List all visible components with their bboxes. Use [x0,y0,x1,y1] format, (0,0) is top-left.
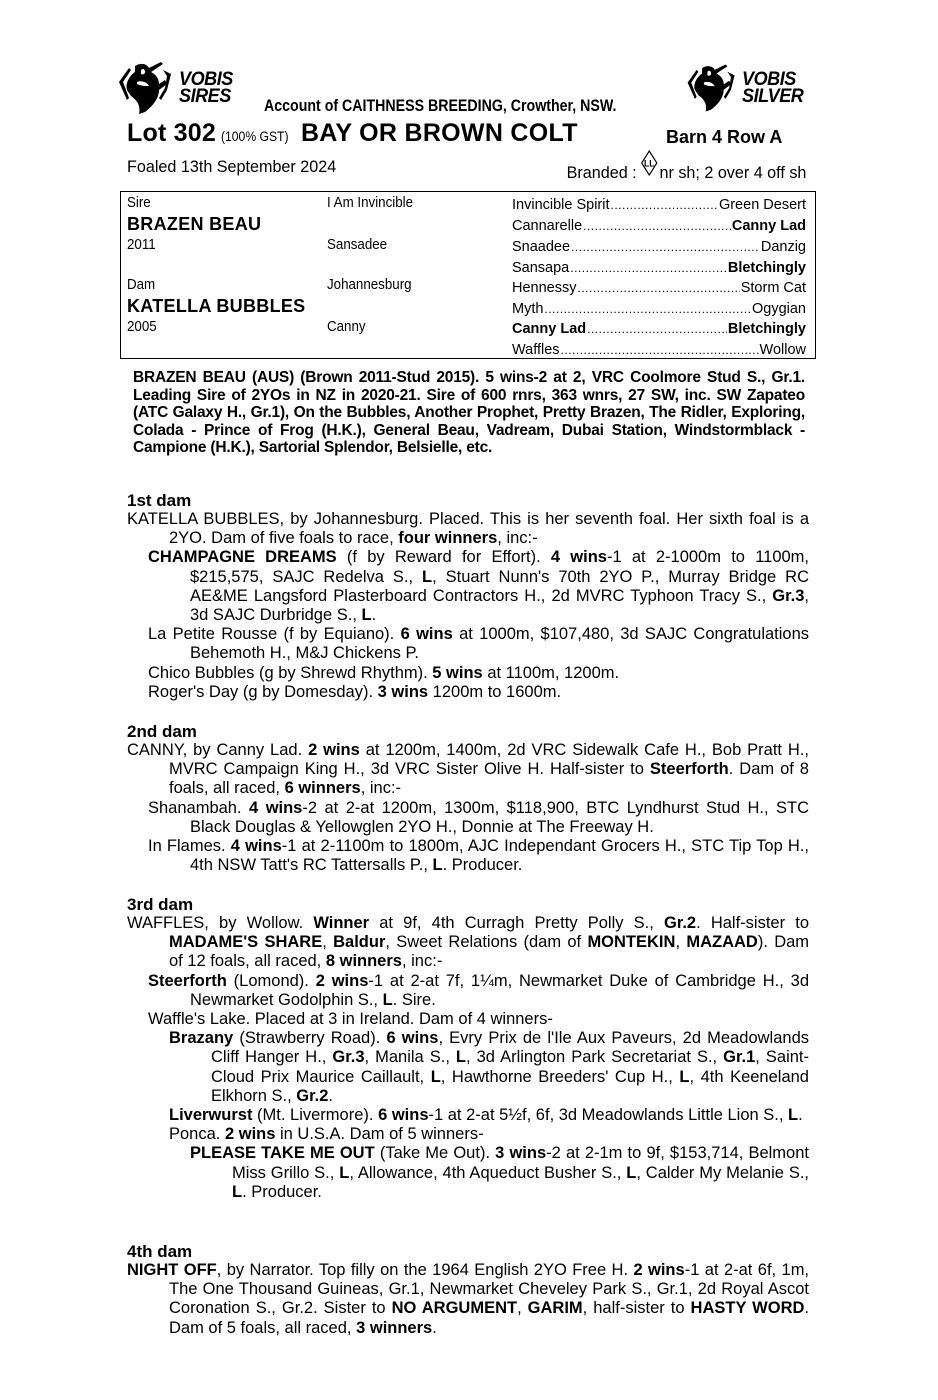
dam-year: 2005 [127,319,157,335]
produce-entry [127,548,809,625]
pedigree-table [120,191,816,359]
sire-dam: Sansadee [327,237,388,253]
produce-entry [127,741,809,799]
text: , 4th Keeneland Elkhorn S., [211,1067,809,1105]
text: -2 at 2-1m to 9f, $153,714, Belmont Miss Grillo S., [232,1144,809,1182]
sire-year: 2011 [127,237,156,253]
bold-text: MAZAAD [686,933,758,952]
bold-text: 4 wins [249,798,303,817]
produce-entry [127,683,809,702]
bold-text: 3 wins [377,682,429,701]
text: -1 at 2-at 6f, 1m, The One Thousand Guineas, Gr.1, Newmarket Cheveley Park S., Gr.1, 2d Royal Ascot Coronation S., Gr.2. Sister to [169,1261,810,1318]
ancestor-sire: Bletchingly [727,260,806,276]
bold-text: Gr.2 [296,1086,329,1105]
dot-leader [587,319,727,333]
bold-text: 3 winners [356,1318,433,1337]
produce-entry [127,664,809,683]
text: . Dam of 8 foals, all raced, [169,760,809,798]
pedigree-row [512,278,806,296]
produce-entry [127,625,809,663]
text: , by Narrator. Top filly on the 1964 English 2YO Free H. [216,1261,634,1279]
bold-text: NIGHT OFF [127,1261,217,1279]
sire-name: BRAZEN BEAU [127,214,262,234]
text: , Stuart Nunn's 70th 2YO P., Murray Bridge RC AE&ME Langsford Plasterboard Contractors H., 2d MVRC Typhoon Tracy S., [190,567,809,605]
text: 1200m to 1600m. [428,682,562,701]
dot-leader [570,258,727,272]
lot-line [127,119,578,148]
pedigree-row [512,195,806,213]
section-title: 3rd dam [127,895,194,914]
text: CANNY, by Canny Lad. [127,741,309,759]
text: , half-sister to [582,1299,691,1318]
bold-text: L [432,856,443,875]
vobis-sires-logo [115,60,236,116]
ancestor-sire: Danzig [760,239,806,255]
horse-description: BAY OR BROWN COLT [300,119,578,147]
branded-rest: nr sh; 2 over 4 off sh [659,163,806,182]
text: , Evry Prix de l'Ile Aux Paveurs, 2d Meadowlands Cliff Hanger H., [211,1029,809,1067]
pedigree-row [512,237,806,255]
bold-text: L [232,1182,243,1201]
section-title: 1st dam [127,491,192,510]
ancestor-name: Sansapa [512,260,570,276]
bold-text: PLEASE TAKE ME OUT [190,1144,375,1163]
logo-text [742,71,803,105]
bold-text: MADAME'S SHARE [169,933,323,952]
dam-section [127,491,809,702]
dot-leader [611,195,718,209]
bold-text: L [422,567,433,586]
text: Shanambah. [148,798,250,817]
ancestor-sire: Bletchingly [727,321,806,337]
text: at 1100m, 1200m. [482,663,620,682]
text: KATELLA BUBBLES, by Johannesburg. Placed. This is her seventh foal. Her sixth foal is a 2YO. Dam of five foals to race, [127,510,809,548]
ancestor-name: Waffles [512,342,560,358]
bold-text: HASTY WORD [690,1299,805,1318]
text: in U.S.A. Dam of 5 winners- [275,1125,484,1144]
gst-note: (100% GST) [220,129,289,144]
text: . [432,1318,437,1337]
bold-text: Baldur [333,933,386,952]
bold-text: L [788,1106,799,1125]
text: (Take Me Out). [374,1144,496,1163]
ancestor-sire: Canny Lad [731,218,806,234]
dot-leader [544,299,751,313]
produce-entry [127,1010,809,1029]
text: -1 at 2-at 5½f, 6f, 3d Meadowlands Little Lion S., [428,1106,789,1125]
bold-text: 2 wins [315,971,369,990]
sire-sire: I Am Invincible [327,195,414,211]
bold-text: Gr.1 [723,1048,756,1067]
bold-text: 4 wins [230,837,282,856]
text: -1 at 2-1000m to 1100m, $215,575, SAJC Redelva S., [190,548,810,586]
dot-leader [571,237,760,251]
bold-text: 4 wins [550,548,607,567]
text: , [675,933,687,952]
text: (Lomond). [226,971,316,990]
jockey-horse-icon [684,62,740,114]
pedigree-row [512,258,806,276]
bold-text: L [339,1163,350,1182]
ancestor-sire: Storm Cat [740,280,806,296]
logo-text [179,71,233,105]
text: , Hawthorne Breeders' Cup H., [440,1067,680,1086]
brand-mark-icon [640,150,657,181]
barn-location: Barn 4 Row A [666,127,783,147]
bold-text: L [382,990,393,1009]
ancestor-name: Hennessy [512,280,577,296]
bold-text: four winners [398,529,498,548]
svg-text:LL: LL [643,158,654,169]
logo-line1: VOBIS [179,69,233,90]
text: Chico Bubbles (g by Shrewd Rhythm). [148,663,433,682]
text: . [328,1086,333,1105]
produce-entry [127,914,809,972]
ancestor-name: Cannarelle [512,218,583,234]
text: -1 at 2-at 7f, 1¼m, Newmarket Duke of Cambridge H., 3d Newmarket Godolphin S., [190,971,810,1009]
produce-entry [127,837,809,875]
bold-text: 8 winners [325,952,402,971]
section-title: 4th dam [127,1242,193,1261]
pedigree-row [512,340,806,358]
ancestor-name: Myth [512,301,544,317]
bold-text: MONTEKIN [587,933,676,952]
text: , Sweet Relations (dam of [385,933,588,952]
text: at 1000m, $107,480, 3d SAJC Congratulations Behemoth H., M&J Chickens P. [190,625,810,663]
bold-text: NO ARGUMENT [391,1299,518,1318]
text: ). Dam of 12 foals, all raced, [169,933,810,971]
bold-text: 2 wins [633,1261,685,1279]
bold-text: L [361,606,372,625]
bold-text: Winner [313,914,370,932]
text: -1 at 2-1100m to 1800m, AJC Independant Grocers H., STC Tip Top H., 4th NSW Tatt's RC Tattersalls P., [190,837,809,875]
bold-text: Steerforth [148,971,227,990]
bold-text: 6 winners [284,779,361,798]
dam-section [127,895,809,1202]
produce-entry [127,1125,809,1144]
dam-label: Dam [127,277,156,293]
logo-line1: VOBIS [742,69,796,90]
ancestor-sire: Ogygian [751,301,806,317]
text: Roger's Day (g by Domesday). [148,682,378,701]
produce-entry [127,1106,809,1125]
text: , inc:- [401,952,443,971]
text: , [517,1299,528,1318]
ancestor-name: Invincible Spirit [512,197,610,213]
bold-text: L [679,1067,690,1086]
text: . Half-sister to [696,914,809,932]
text: . Producer. [242,1182,322,1201]
bold-text: 5 wins [432,663,483,682]
logo-line2: SILVER [742,86,804,107]
text: , 3d Arlington Park Secretariat S., [466,1048,724,1067]
sire-label: Sire [127,195,151,211]
text: . [371,606,377,625]
bold-text: Gr.3 [772,586,805,605]
ancestor-sire: Wollow [759,342,806,358]
bold-text: 6 wins [386,1029,439,1048]
bold-text: 2 wins [308,741,360,759]
text: (Strawberry Road). [233,1029,387,1048]
text: WAFFLES, by Wollow. [127,914,314,932]
bold-text: 6 wins [378,1106,429,1125]
text: -2 at 2-at 1200m, 1300m, $118,900, BTC Lyndhurst Stud H., STC Black Douglas & Yellowglen 2YO H., Donnie at The Freeway H. [190,798,810,836]
bold-text: L [455,1048,467,1067]
dam-sire: Johannesburg [327,277,412,293]
bold-text: 3 wins [495,1144,547,1163]
text: . Sire. [392,990,436,1009]
logo-line2: SIRES [179,86,231,107]
vendor-account: Account of CAITHNESS BREEDING, Crowther, NSW. [264,97,617,115]
bold-text: 2 wins [224,1125,276,1144]
text: , inc:- [497,529,538,548]
pedigree-row [512,319,806,337]
vobis-silver-logo [684,62,807,114]
produce-entry [127,972,809,1010]
text: Ponca. [169,1125,225,1144]
bold-text: L [626,1163,637,1182]
dam-dam: Canny [327,319,366,335]
text: . Producer. [442,856,523,875]
text: (f by Reward for Effort). [336,548,551,567]
bold-text: L [430,1067,441,1086]
bold-text: GARIM [527,1299,583,1318]
bold-text: Gr.3 [332,1048,365,1067]
text: . [798,1106,803,1125]
dot-leader [561,340,759,354]
text: , inc:- [360,779,402,798]
bold-text: Brazany [169,1029,234,1048]
sire-summary: BRAZEN BEAU (AUS) (Brown 2011-Stud 2015). 5 wins-2 at 2, VRC Coolmore Stud S., Gr.1. Leading Sire of 2YOs in NZ in 2020-21. Sire of 600 rnrs, 363 wnrs, 27 SW, inc. SW Zapateo (ATC Galaxy H., Gr.1), On the Bubbles, Another Prophet, Pretty Brazen, The Ridler, Exploring, Colada - Prince of Frog (H.K.), General Beau, Vadream, Dubai Station, Windstormblack - Campione (H.K.), Sartorial Splendor, Belsielle, etc. [133,369,805,456]
dot-leader [577,278,739,292]
produce-entry [127,799,809,837]
produce-entry [127,1029,809,1106]
produce-entry [127,1144,809,1202]
pedigree-row [512,216,806,234]
dam-section [127,722,809,875]
ancestor-name: Canny Lad [512,321,587,337]
text: (Mt. Livermore). [252,1106,379,1125]
text: , 3d SAJC Durbridge S., [190,586,809,625]
dam-name: KATELLA BUBBLES [127,296,306,316]
text: La Petite Rousse (f by Equiano). [148,625,401,644]
branded-label: Branded : [566,163,637,182]
bold-text: Steerforth [649,760,729,779]
text: at 1200m, 1400m, 2d VRC Sidewalk Cafe H., Bob Pratt H., MVRC Campaign King H., 3d VRC Sister Olive H. Half-sister to [169,741,809,779]
jockey-horse-icon [115,60,177,116]
bold-text: CHAMPAGNE DREAMS [148,548,337,567]
bold-text: Gr.2 [663,914,697,932]
dam-section [127,1242,809,1338]
text: at 9f, 4th Curragh Pretty Polly S., [369,914,664,932]
dot-leader [583,216,731,230]
pedigree-row [512,299,806,317]
text: , [322,933,334,952]
bold-text: 6 wins [400,625,453,644]
ancestor-name: Snaadee [512,239,571,255]
text: In Flames. [148,837,231,856]
produce-entry [127,510,809,548]
section-title: 2nd dam [127,722,197,741]
text: , Saint-Cloud Prix Maurice Caillault, [211,1048,809,1086]
text: , Calder My Melanie S., [636,1163,809,1182]
text: , Manila S., [364,1048,456,1067]
text: Waffle's Lake. Placed at 3 in Ireland. Dam of 4 winners- [148,1010,553,1029]
text: . Dam of 5 foals, all raced, [169,1299,810,1337]
foaled-date: Foaled 13th September 2024 [127,157,337,176]
ancestor-sire: Green Desert [718,197,806,213]
produce-entry [127,1261,809,1338]
text: , Allowance, 4th Aqueduct Busher S., [349,1163,627,1182]
bold-text: Liverwurst [169,1106,253,1125]
brand-info [566,150,806,183]
lot-number: Lot 302 [127,119,216,147]
